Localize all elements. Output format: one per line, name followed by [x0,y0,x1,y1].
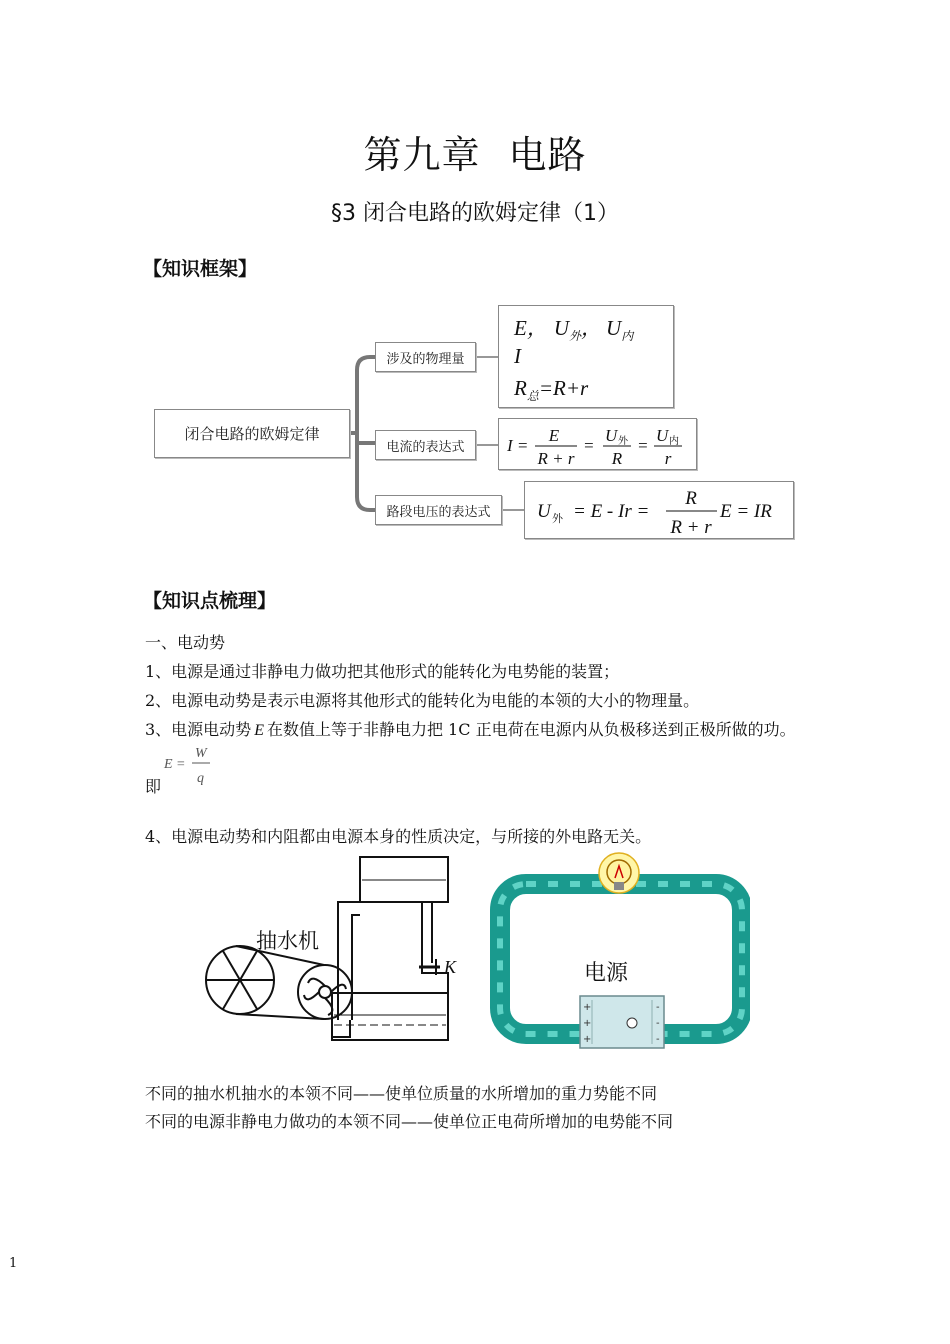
emf-definition-formula [160,740,220,790]
pump-label: 抽水机 [256,929,319,953]
section-emf: 一、电动势 [145,633,226,652]
point-4: 4、电源电动势和内阻都由电源本身的性质决定，与所接的外电路无关。 [145,827,652,846]
page-number: 1 [9,1256,18,1271]
quantities-box: E， $U_外$， $U_内$ I $R_总=R+r$ [498,305,674,408]
svg-text:E =: E = [164,757,186,772]
svg-text:+: + [583,1002,592,1013]
svg-text:R: R [685,488,697,509]
svg-text:+: + [583,1018,592,1029]
analogy-source: 不同的电源非静电力做功的本领不同——使单位正电荷所增加的电势能不同 [145,1112,674,1131]
svg-text:-: - [656,1034,660,1045]
point-3: 3、电源电动势 E 在数值上等于非静电力把 1C 正电荷在电源内从负极移送到正极所做的功。 [145,720,796,739]
current-formula-box [498,418,697,470]
circuit-figure [488,848,750,1053]
svg-text:E: E [548,426,560,445]
current-formula [499,419,698,471]
svg-text:I =: I = [507,436,529,455]
svg-text:-: - [656,1018,660,1029]
svg-text:R + r: R + r [537,449,575,468]
chapter-topic: 电路 [508,133,587,177]
svg-text:R + r: R + r [670,517,712,538]
branch-current: 电流的表达式 [375,430,476,460]
voltage-formula [525,482,795,540]
svg-text:U: U [656,426,669,445]
mindmap-root: 闭合电路的欧姆定律 [154,409,350,458]
branch-voltage: 路段电压的表达式 [375,495,502,525]
svg-text:R: R [611,449,623,468]
chapter-number: 第九章 [363,133,481,177]
svg-text:U: U [537,501,551,522]
svg-text:内: 内 [669,436,679,447]
svg-text:W: W [195,746,207,761]
svg-text:外: 外 [552,513,563,525]
svg-text:=: = [583,436,595,455]
branch-quantities: 涉及的物理量 [375,342,476,372]
knowledge-heading: 【知识点梳理】 [143,590,277,612]
svg-text:= E - Ir =: = E - Ir = [573,501,650,522]
point-1: 1、电源是通过非静电力做功把其他形式的能转化为电势能的装置； [145,662,620,681]
point-2: 2、电源电动势是表示电源将其他形式的能转化为电能的本领的大小的物理量。 [145,691,700,710]
voltage-formula-box [524,481,794,539]
framework-heading: 【知识框架】 [143,258,258,280]
svg-text:外: 外 [618,436,628,447]
svg-text:q: q [197,771,204,786]
svg-text:E = IR: E = IR [720,501,772,522]
ji-label: 即 [145,777,162,796]
svg-text:+: + [583,1034,592,1045]
svg-text:U: U [605,426,618,445]
svg-text:=: = [637,436,649,455]
svg-text:-: - [656,1002,660,1013]
analogy-pump: 不同的抽水机抽水的本领不同——使单位质量的水所增加的重力势能不同 [145,1084,658,1103]
water-pump-figure [200,855,470,1045]
svg-text:r: r [664,449,672,468]
section-title: §3 闭合电路的欧姆定律（1） [331,201,619,226]
source-label: 电源 [584,961,629,986]
valve-label: K [444,957,457,977]
